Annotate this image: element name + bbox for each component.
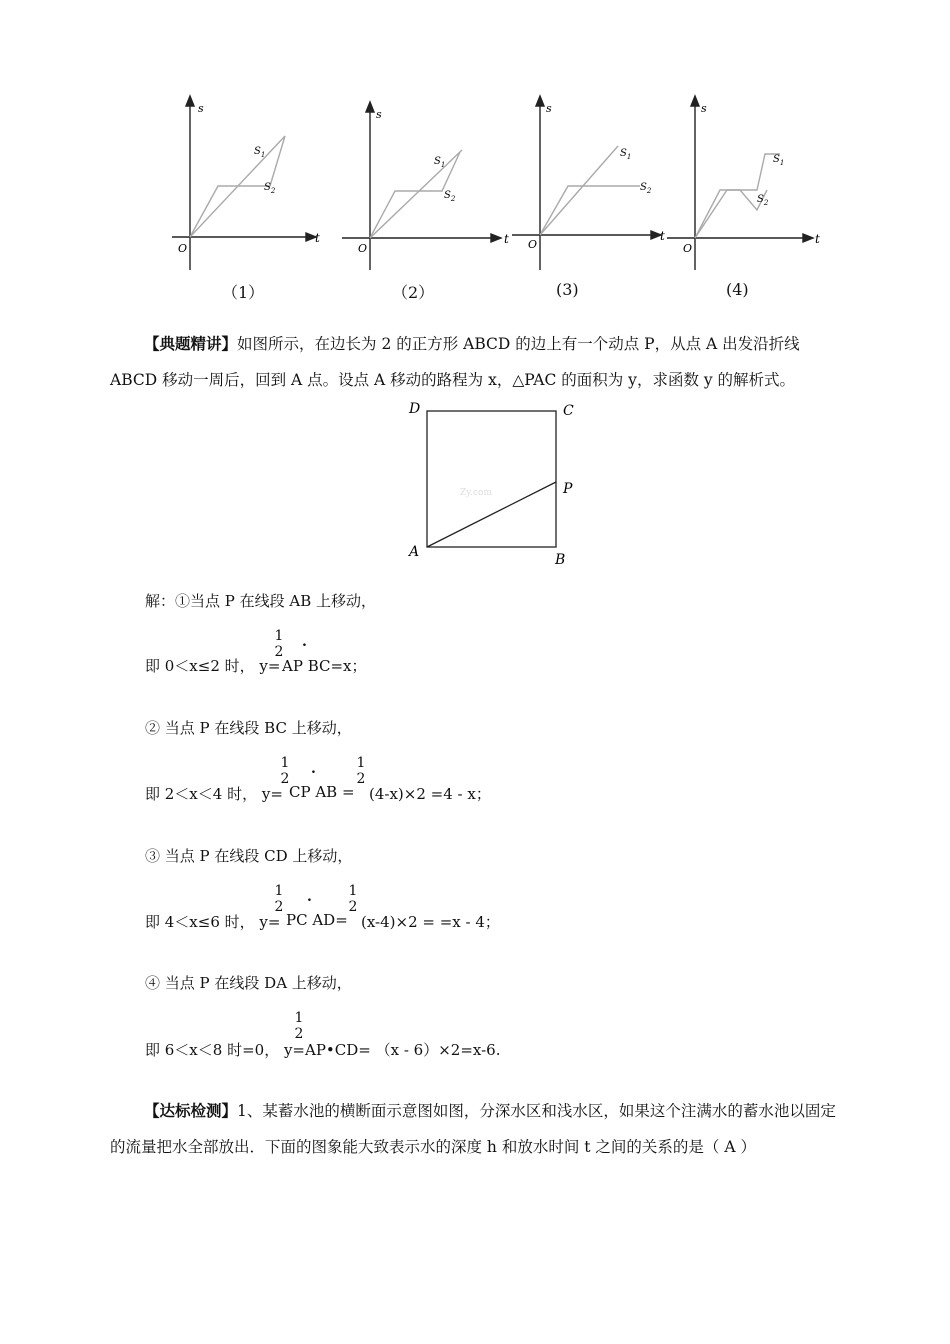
s2-sub: 2 [270, 187, 276, 195]
solution-line-8b: AP•CD= （x - 6）×2=x-6. [305, 1041, 501, 1059]
s1-sub: 1 [260, 151, 266, 159]
axis-label-s: s [198, 102, 204, 115]
s2-label: S [444, 190, 451, 201]
vertex-a: A [409, 544, 420, 560]
check-tag: 【达标检测】 [144, 1101, 238, 1120]
solution-line-6a: 即 4＜x≤6 时， y= [145, 913, 281, 931]
graph-caption-4: (4) [726, 280, 749, 299]
solution-line-6c: (x-4)×2 = =x - 4； [361, 913, 500, 931]
vertex-c: C [563, 403, 574, 419]
graph-caption-1: （1） [222, 283, 265, 302]
graph-2 [340, 90, 510, 280]
point-p: P [563, 481, 573, 497]
fraction-half: 1 2 [274, 883, 284, 915]
s1-sub: 1 [440, 161, 446, 169]
svg-text:S1 [434, 156, 445, 169]
origin-label: O [683, 242, 693, 255]
square-figure [400, 398, 590, 568]
s1-label: S [620, 148, 627, 159]
svg-text:S2 [640, 182, 652, 195]
axis-label-t: t [660, 229, 665, 243]
solution-line-4c: (4-x)×2 =4 - x； [369, 785, 491, 803]
graph-1 [160, 90, 330, 280]
mult-dot: . [311, 761, 316, 777]
solution-line-6b: PC AD= [286, 911, 348, 929]
solution-line-3: ② 当点 P 在线段 BC 上移动， [145, 719, 352, 737]
axis-label-t: t [504, 232, 509, 246]
fraction-half: 1 2 [348, 883, 358, 915]
s2-label: S [264, 182, 271, 193]
s1-sub: 1 [779, 159, 785, 167]
svg-text:S1 [620, 148, 631, 161]
graph-caption-2: （2） [392, 283, 435, 302]
solution-line-5: ③ 当点 P 在线段 CD 上移动， [145, 847, 353, 865]
s1-label: S [773, 154, 780, 165]
watermark: Zy.com [460, 488, 492, 498]
solution-line-8a: 即 6＜x＜8 时=0， y= [145, 1041, 306, 1059]
axis-label-s: s [701, 102, 707, 115]
s1-label: S [254, 146, 261, 157]
solution-line-4b: CP AB = [289, 783, 355, 801]
solution-line-1: 解：①当点 P 在线段 AB 上移动， [145, 592, 377, 610]
vertex-d: D [409, 401, 421, 417]
fraction-half: 1 2 [294, 1010, 304, 1042]
check-paragraph [110, 1093, 845, 1165]
mult-dot: . [302, 634, 307, 650]
vertex-b: B [555, 552, 566, 568]
example-tag: 【典题精讲】 [144, 334, 238, 353]
axis-label-t: t [315, 231, 320, 245]
graph-3 [510, 90, 680, 280]
s2-label: S [757, 194, 764, 205]
mult-dot: . [307, 889, 312, 905]
svg-text:S2 [264, 182, 276, 195]
axis-label-s: s [376, 108, 382, 121]
solution-line-7: ④ 当点 P 在线段 DA 上移动， [145, 974, 352, 992]
axis-label-t: t [815, 232, 820, 246]
svg-text:S2 [444, 190, 456, 203]
graph-caption-3: (3) [556, 280, 579, 299]
s2-sub: 2 [763, 199, 769, 207]
graph-4 [665, 90, 845, 280]
s2-sub: 2 [646, 187, 652, 195]
svg-text:S1 [254, 146, 265, 159]
s1-label: S [434, 156, 441, 167]
origin-label: O [178, 242, 188, 255]
s2-sub: 2 [450, 195, 456, 203]
s2-label: S [640, 182, 647, 193]
origin-label: O [358, 242, 368, 255]
origin-label: O [528, 238, 538, 251]
graphs-row [160, 90, 850, 310]
fraction-half: 1 2 [356, 755, 366, 787]
s1-sub: 1 [626, 153, 632, 161]
solution-line-2b: AP BC=x； [282, 657, 367, 675]
example-paragraph [110, 326, 845, 398]
check-text: 1、某蓄水池的横断面示意图如图，分深水区和浅水区，如果这个注满水的蓄水池以固定的流量把水全部放出．下面的图象能大致表示水的深度 h 和放水时间 t 之间的关系的是（ A ） [110, 1102, 836, 1156]
solution-line-4a: 即 2＜x＜4 时， y= [145, 785, 283, 803]
svg-text:S1 [773, 154, 784, 167]
axis-label-s: s [546, 102, 552, 115]
solution-line-2a: 即 0＜x≤2 时， y= [145, 657, 281, 675]
example-text: 如图所示，在边长为 2 的正方形 ABCD 的边上有一个动点 P，从点 A 出发沿折线 ABCD 移动一周后，回到 A 点。设点 A 移动的路程为 x，△PAC 的面积为 y，求函数 y 的解析式。 [110, 335, 800, 389]
fraction-half: 1 2 [274, 628, 284, 660]
fraction-half: 1 2 [280, 755, 290, 787]
